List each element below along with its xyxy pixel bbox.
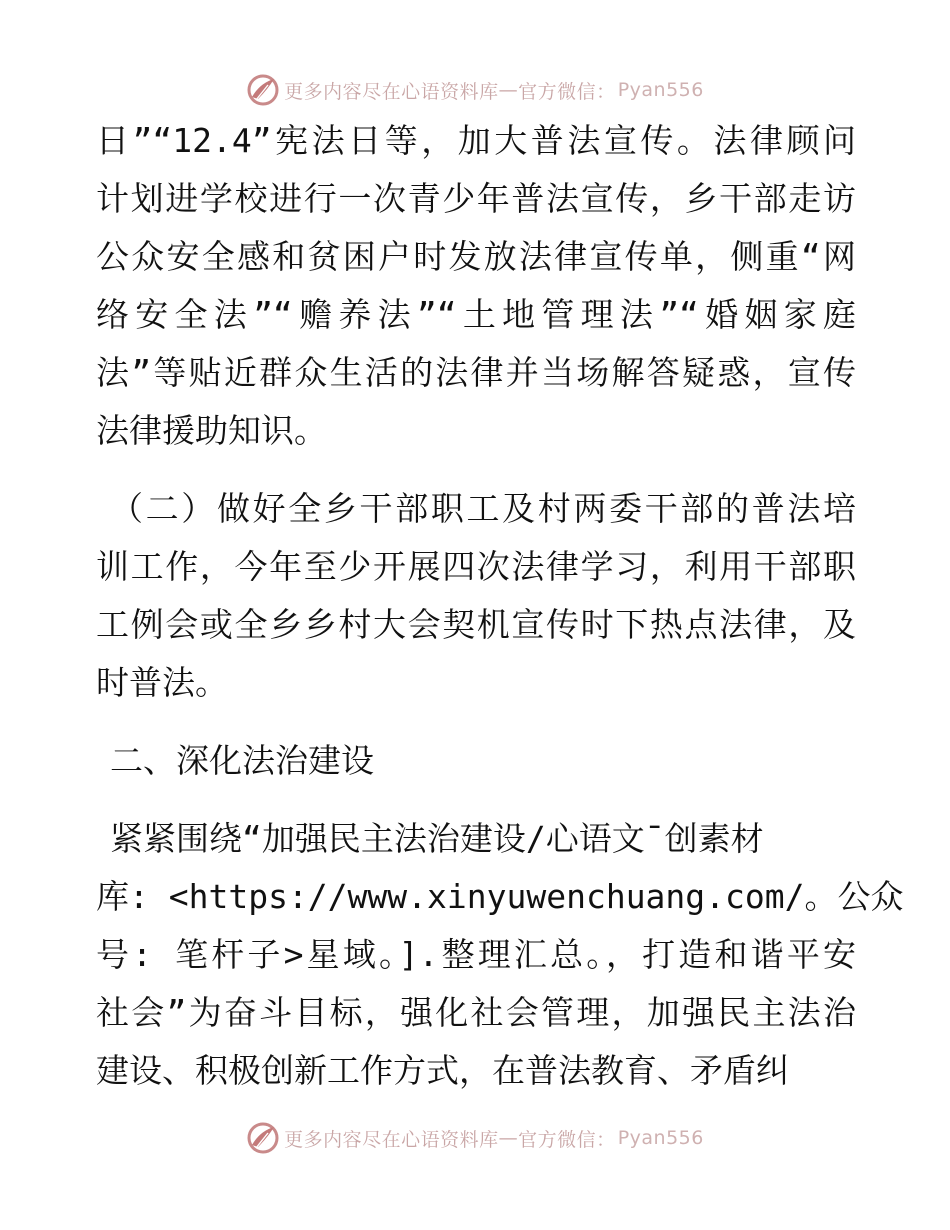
watermark-separator: —	[498, 1127, 519, 1149]
text-line: 紧紧围绕“加强民主法治建设/心语文¯创素材	[110, 819, 764, 858]
text-line: 计划进学校进行一次青少年普法宣传，乡干部走访	[96, 179, 856, 218]
text-line: （二）做好全乡干部职工及村两委干部的普法培	[110, 489, 856, 528]
paragraph	[96, 810, 904, 1100]
watermark-brand: 更多内容尽在心语资料库	[284, 1128, 499, 1151]
text-line: 日”“12.4”宪法日等，加大普法宣传。法律顾问	[96, 121, 856, 160]
text-line: 法律援助知识。	[96, 411, 327, 450]
section-heading	[96, 732, 856, 790]
watermark-wechat-id: Pyan556	[617, 79, 704, 101]
text-line: 公众安全感和贫困户时发放法律宣传单，侧重“网	[96, 237, 856, 276]
text-line: 时普法。	[96, 663, 228, 702]
quill-seal-icon	[246, 73, 280, 107]
text-line: 训工作，今年至少开展四次法律学习，利用干部职	[96, 547, 856, 586]
watermark-wechat-label: 官方微信：	[518, 1128, 616, 1151]
watermark-brand: 更多内容尽在心语资料库	[284, 80, 499, 103]
text-line: 库: <https://www.xinyuwenchuang.com/。公众	[96, 877, 904, 916]
text-line: 络安全法”“赡养法”“土地管理法”“婚姻家庭	[96, 295, 856, 334]
text-line: 建设、积极创新工作方式，在普法教育、矛盾纠	[96, 1051, 789, 1090]
paragraph	[96, 480, 856, 712]
header-watermark	[0, 70, 950, 110]
text-line: 社会”为奋斗目标，强化社会管理，加强民主法治	[96, 993, 856, 1032]
body-text	[96, 112, 904, 1100]
heading-text: 二、深化法治建设	[110, 741, 374, 780]
watermark-wechat-id: Pyan556	[617, 1127, 704, 1149]
watermark-wechat-label: 官方微信：	[518, 80, 616, 103]
text-line: 工例会或全乡乡村大会契机宣传时下热点法律，及	[96, 605, 856, 644]
paragraph	[96, 112, 856, 460]
footer-watermark	[0, 1118, 950, 1158]
text-line: 法”等贴近群众生活的法律并当场解答疑惑，宣传	[96, 353, 856, 392]
quill-seal-icon	[246, 1121, 280, 1155]
text-line: 号: 笔杆子>星域。].整理汇总。，打造和谐平安	[96, 935, 856, 974]
watermark-separator: —	[498, 79, 519, 101]
